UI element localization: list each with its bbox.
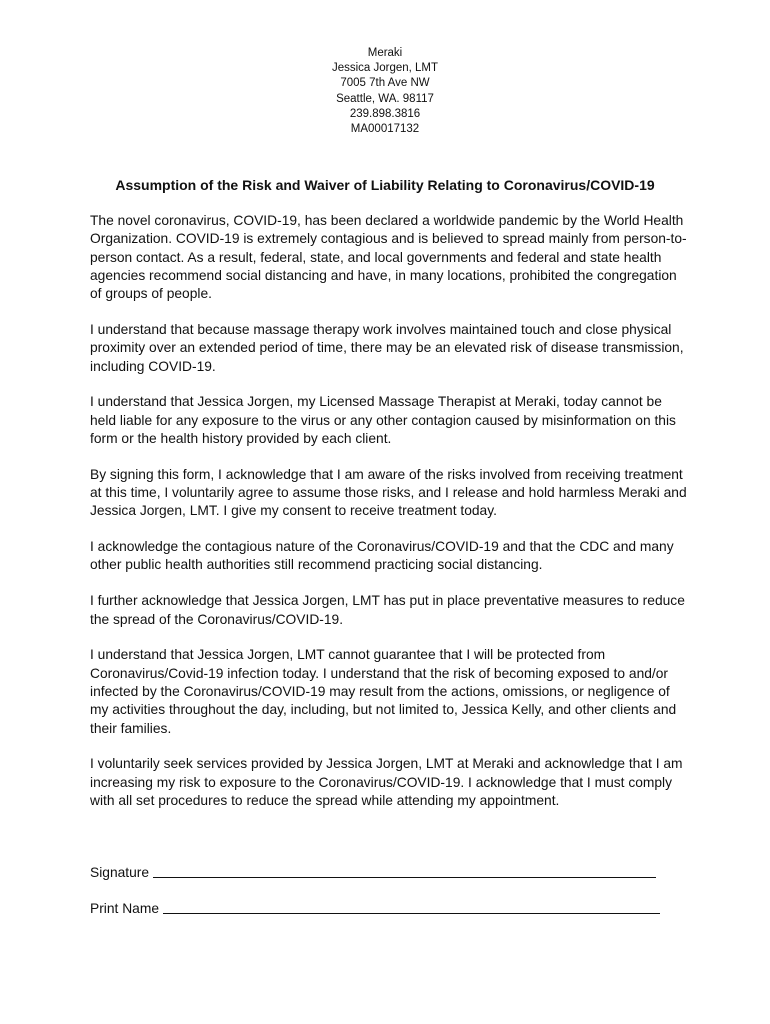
waiver-body — [90, 212, 690, 828]
letterhead — [0, 46, 770, 137]
paragraph-elevated-risk: I understand that because massage therapy work involves maintained touch and close physical proximity over an extended period of time, there may be an elevated risk of disease transmission, including COVID-19. — [90, 321, 684, 374]
document-title: Assumption of the Risk and Waiver of Liability Relating to Coronavirus/COVID-19 — [115, 177, 655, 193]
print-name-label: Print Name — [90, 901, 160, 916]
paragraph-voluntary: I voluntarily seek services provided by Jessica Jorgen, LMT at Meraki and acknowledge that I am increasing my risk to exposure to the Coronavirus/COVID-19. I acknowledge that I must comply with all set procedures to reduce the spread while attending my appointment. — [90, 756, 683, 808]
paragraph-preventative-measures: I further acknowledge that Jessica Jorgen, LMT has put in place preventative measures to reduce the spread of the Coronavirus/COVID-19. — [90, 593, 685, 627]
city-state-zip: Seattle, WA. 98117 — [336, 92, 434, 105]
therapist-name: Jessica Jorgen, LMT — [331, 62, 439, 75]
print-name-line[interactable] — [163, 912, 660, 914]
paragraph-pandemic: The novel coronavirus, COVID-19, has been declared a worldwide pandemic by the World Health Organization. COVID-19 is extremely contagious and is believed to spread mainly from person-to-person contact. As a result, federal, state, and local governments and federal and state health agencies recommend social distancing and have, in many locations, prohibited the congregation of groups of people. — [90, 213, 687, 302]
business-name: Meraki — [367, 47, 403, 59]
signature-row — [90, 865, 656, 880]
paragraph-social-distancing: I acknowledge the contagious nature of the Coronavirus/COVID-19 and that the CDC and many other public health authorities still recommend practicing social distancing. — [90, 539, 674, 573]
paragraph-consent: By signing this form, I acknowledge that I am aware of the risks involved from receiving treatment at this time, I voluntarily agree to assume those risks, and I release and hold harmless Meraki and Jessica Jorgen, LMT. I give my consent to receive treatment today. — [90, 466, 687, 519]
signature-label: Signature — [90, 865, 150, 880]
phone-number: 239.898.3816 — [349, 107, 421, 120]
paragraph-liability: I understand that Jessica Jorgen, my Licensed Massage Therapist at Meraki, today cannot be held liable for any exposure to the virus or any other contagion caused by misinformation on this form or the health history provided by each client. — [90, 394, 676, 446]
license-number: MA00017132 — [350, 123, 420, 136]
signature-line[interactable] — [153, 876, 656, 878]
paragraph-no-guarantee: I understand that Jessica Jorgen, LMT cannot guarantee that I will be protected from Coronavirus/Covid-19 infection today. I understand that the risk of becoming exposed to and/or infected by the Coronavirus/COVID-19 may result from the actions, omissions, or negligence of my activities throughout the day, including, but not limited to, Jessica Kelly, and other clients and their families. — [90, 647, 677, 736]
print-name-row — [90, 901, 660, 916]
street-address: 7005 7th Ave NW — [340, 77, 430, 90]
